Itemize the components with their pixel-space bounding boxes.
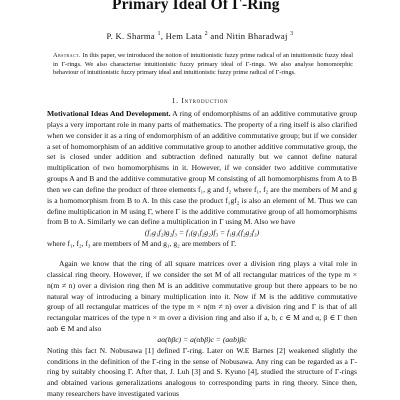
paper-title: Primary Ideal Of Γ-Ring [112, 0, 280, 13]
paragraph-gap [47, 250, 357, 259]
paragraph-lead: Motivational Ideas And Development. [47, 109, 171, 118]
section-heading: 1. Introduction [171, 96, 229, 105]
author-name: P. K. Sharma [106, 31, 155, 41]
paragraph: where f₁, f₂, f₃ are members of M and g₁, g₂ are members of Γ. [47, 239, 237, 249]
abstract-text: In this paper, we introduced the notion of intuitionistic fuzzy prime radical of an intuitionistic fuzzy ideal in Γ-rings. We also characterise intuitionistic fuzzy primary ideal of Γ-rings. We also analyse homomorphic behaviour of intuitionistic fuzzy primary ideal and intuitionistic fuzzy prime radical of Γ-rings. [53, 52, 353, 77]
paragraph-text: A ring of endomorphisms of an additive commutative group plays a very important role in many parts of mathematics. The property of a ring itself is also clarified when we consider it as a ring of endomorphism of an additive commutative group; but if we consider a set of homomorphism of an additive commutative group to another additive commutative group, the set is closed under addition and subtraction defined naturally but we cannot define natural multiplication of two homomorphisms in it. However, if we consider two additive commutative groups A and B and the additive commutative group M consisting of all homomorphisms from A to B then we can define the product of three elements f₁, g and f₂ where f₁, f₂ are the members of M and g is a homomorphism from B to A. In this case the product f₁gf₂ is also an element of M. Thus we can define multiplication in M using Γ, where Γ is the additive commutative group of all homomorphisms from B to A. Similarly we can define a multiplication in Γ using M. Also we have [47, 109, 357, 227]
body-text [47, 109, 357, 400]
author-name: Nitin Bharadwaj [226, 31, 288, 41]
author-line: P. K. Sharma $^1$, Hem Lata $^2$ and Nitin Bharadwaj $^3$ [106, 31, 294, 41]
abstract [53, 52, 353, 78]
equation: aα(bβc) = a(αbβ)c = (aαb)βc [157, 334, 247, 344]
paragraph: Again we know that the ring of all square matrices over a division ring plays a vital role in classical ring theory. However, if we consider the set M of all rectangular matrices of the type m × n(m ≠ n) over a division ring then M is an additive commutative group but there appears to be no natural way of introducing a binary multiplication into it. Now if M is the additive commutative group of all rectangular matrices of the type m × n(m ≠ n) over a division ring and Γ is that of all rectangular matrices of the type n × m over a division ring and also if a, b, c ∈ M and α, β ∈ Γ then aαb ∈ M and also [47, 258, 357, 334]
paragraph: Noting this fact N. Nobusawa [1] defined Γ-ring. Later on W.E Barnes [2] weakened slightly the conditions in the definition of the Γ-ring in the sense of Nobusawa. Any ring can be regarded as a Γ-ring by suitably choosing Γ. After that, J. Luh [3] and S. Kyuno [4], studied the structure of Γ-rings and obtained various generalizations analogous to corresponding parts in ring theory. Since then, many researchers have investigated various [47, 345, 357, 399]
author-affiliation-mark: 1 [157, 31, 161, 38]
abstract-label: Abstract. [53, 52, 81, 59]
equation: (f₁g₁f₂)g₂f₃ = f₁(g₁f₂g₂)f₃ = f₁g₁(f₂g₂f₃) [144, 228, 260, 238]
author-name: Hem Lata [165, 31, 203, 41]
author-affiliation-mark: 2 [204, 31, 208, 38]
paragraph [47, 109, 357, 228]
author-affiliation-mark: 3 [290, 31, 294, 38]
